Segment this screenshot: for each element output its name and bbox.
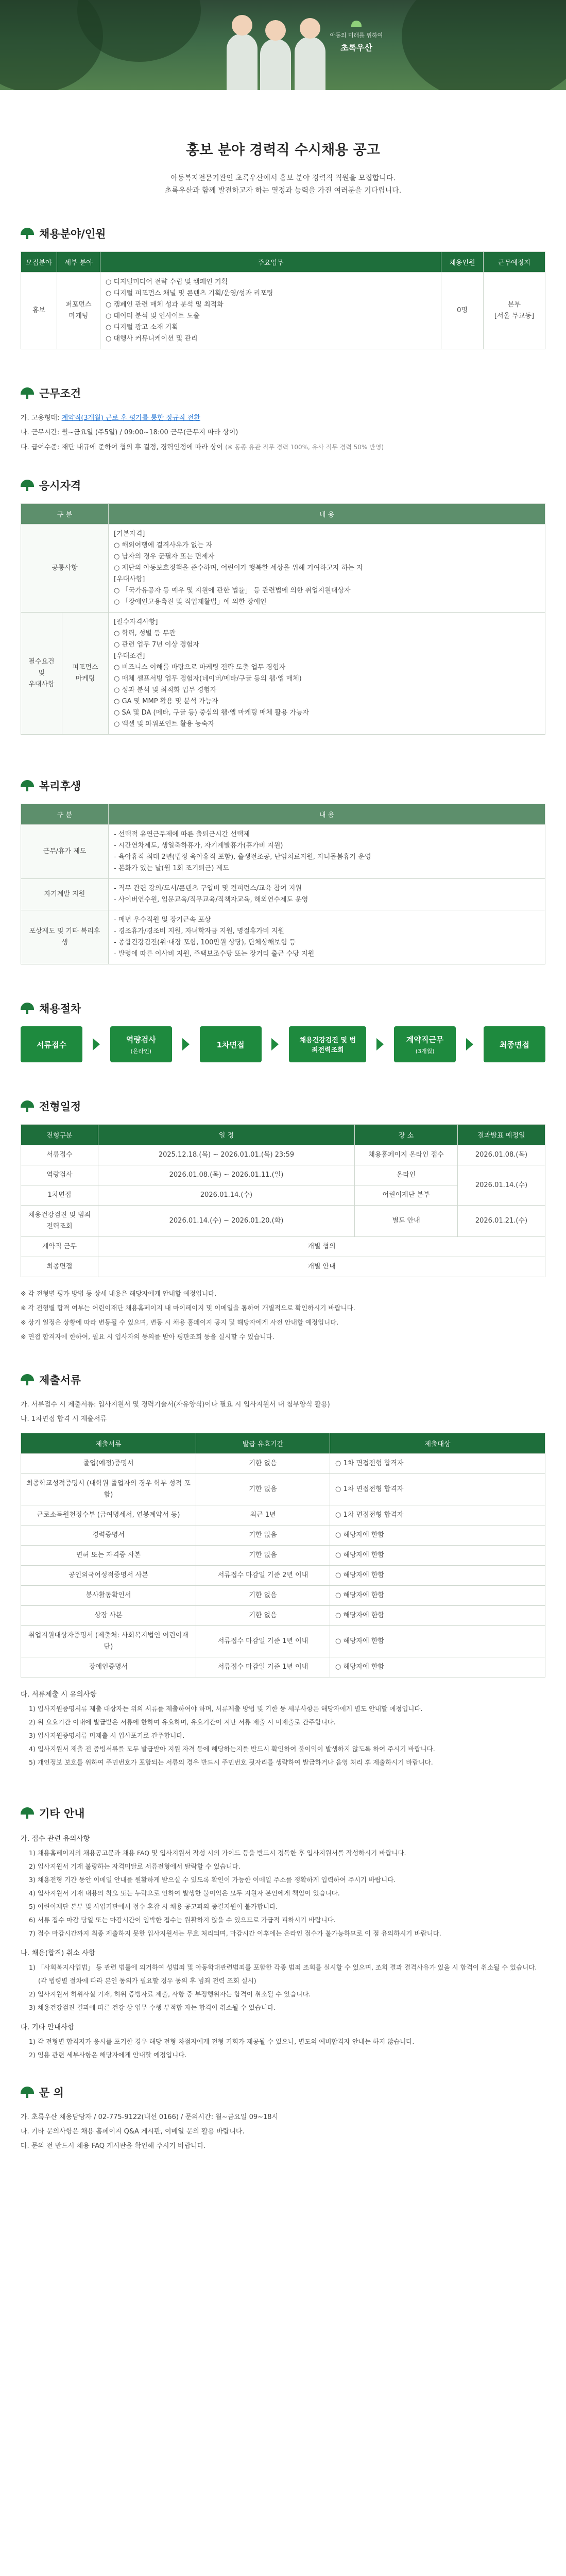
intro-text	[0, 172, 566, 197]
row-label: 자기계발 지원	[21, 879, 109, 910]
task-item: ○ 캠페인 관련 매체 성과 분석 및 최적화	[106, 301, 224, 309]
notes-heading: 다. 기타 안내사항	[21, 2023, 75, 2031]
documents-table	[21, 1433, 545, 1677]
doc-target: ○ 1차 면접전형 합격자	[330, 1474, 545, 1505]
umbrella-icon	[351, 21, 362, 27]
umbrella-icon	[21, 780, 34, 791]
detail-line: 퍼포먼스	[65, 301, 92, 309]
welfare-section	[21, 778, 545, 964]
label-line: 및	[38, 669, 45, 677]
conditions-section	[21, 385, 545, 455]
table-header: 근무예정지	[484, 252, 545, 273]
hero-child-2	[260, 39, 291, 90]
step-label: 최종면접	[499, 1040, 529, 1049]
row-label: 공통사항	[21, 524, 109, 613]
doc-target: ○ 1차 면접전형 합격자	[330, 1505, 545, 1526]
table-header: 내 용	[109, 504, 545, 524]
table-header: 채용인원	[441, 252, 484, 273]
logo-name: 초록우산	[340, 43, 372, 53]
table-row	[21, 1165, 545, 1185]
doc-valid: 기한 없음	[196, 1606, 330, 1626]
section-title: 응시자격	[39, 480, 81, 492]
welfare-item: - 사이버연수원, 입문교육/직무교육/직책자교육, 해외연수제도 운영	[114, 896, 308, 904]
note-line: ※ 상기 일정은 상황에 따라 변동될 수 있으며, 변동 시 채용 홈페이지 공지 및 해당자에게 사전 안내할 예정입니다.	[21, 1318, 339, 1326]
doc-target: ○ 해당자에 한함	[330, 1657, 545, 1677]
note-line: 3) 채용건강검진 결과에 따른 건강 상 업무 수행 부적합 자는 합격이 취소될 수 있습니다.	[29, 2004, 276, 2011]
doc-valid: 기한 없음	[196, 1586, 330, 1606]
note-line: ※ 각 전형별 합격 여부는 어린이재단 채용홈페이지 내 마이페이지 및 이메일을 통하여 개별적으로 확인하시기 바랍니다.	[21, 1304, 355, 1312]
row-sublabel	[62, 613, 109, 735]
welfare-item: - 경조휴가/경조비 지원, 자녀학자금 지원, 명절휴가비 지원	[114, 927, 284, 935]
table-row	[21, 910, 545, 964]
process-step	[110, 1026, 172, 1062]
etc-section	[21, 1805, 545, 2062]
common-qualifications	[109, 524, 545, 613]
welfare-item: - 시간연차제도, 생일축하휴가, 자기계발휴가(휴가비 지원)	[114, 842, 283, 850]
process-step	[200, 1026, 262, 1062]
hero-logo	[320, 21, 392, 53]
table-header: 구 분	[21, 504, 109, 524]
doc-target: ○ 해당자에 한함	[330, 1586, 545, 1606]
section-title: 기타 안내	[39, 1807, 85, 1820]
hero-banner	[0, 0, 566, 90]
table-row	[21, 1237, 545, 1257]
schedule-date: 개별 안내	[98, 1257, 545, 1277]
table-header: 제출대상	[330, 1433, 545, 1454]
note-line: 6) 서류 접수 마감 당일 또는 마감시간이 임박한 접수는 원활하지 않을 수 있으므로 가급적 피하시기 바랍니다.	[29, 1916, 336, 1924]
doc-valid: 서류접수 마감일 기준 1년 이내	[196, 1657, 330, 1677]
note-line: 2) 입사지원서 허위사실 기재, 허위 증빙자료 제출, 사항 중 부정행위자는 합격이 취소될 수 있습니다.	[29, 1990, 311, 1998]
doc-valid: 기한 없음	[196, 1474, 330, 1505]
task-item: ○ 디지털 퍼포먼스 채널 및 콘텐츠 기획/운영/성과 리포팅	[106, 290, 273, 297]
doc-target: ○ 1차 면접전형 합격자	[330, 1454, 545, 1474]
location-line: 본부	[507, 301, 521, 309]
section-title: 채용절차	[39, 1003, 81, 1015]
qualification-section	[21, 478, 545, 735]
doc-name: 상장 사본	[21, 1606, 196, 1626]
process-section	[21, 1001, 545, 1062]
qualification-table	[21, 503, 545, 735]
qual-item: ○ 「국가유공자 등 예우 및 지원에 관한 법률」 등 관련법에 의한 취업지원대상자	[114, 587, 351, 595]
qual-item: ○ 관련 업무 7년 이상 경험자	[114, 641, 199, 649]
note-line: 1) 채용홈페이지의 채용공고문과 채용 FAQ 및 입사지원서 작성 시의 가이드 등을 반드시 정독한 후 입사지원서를 작성하시기 바랍니다.	[29, 1849, 406, 1857]
welfare-item: - 종합건강검진(위·대장 포함, 100만원 상당), 단체상해보험 등	[114, 939, 296, 946]
note-line: 2) 위 요효기간 이내에 발급받은 서류에 한하여 유효하며, 유효기간이 지난 서류 제출 시 미제출로 간주합니다.	[29, 1718, 336, 1726]
qual-item: ○ 엑셀 및 파워포인트 활용 능숙자	[114, 720, 215, 728]
schedule-place: 채용홈페이지 온라인 접수	[355, 1145, 458, 1165]
intro-line: 나. 1차면접 합격 시 제출서류	[21, 1415, 107, 1423]
table-row	[21, 1206, 545, 1237]
table-row	[21, 1505, 545, 1526]
schedule-type: 채용건강검진 및 범죄전력조회	[21, 1206, 98, 1237]
schedule-type: 1차면접	[21, 1185, 98, 1206]
recruit-detail	[57, 273, 100, 349]
schedule-table	[21, 1124, 545, 1277]
schedule-type: 최종면접	[21, 1257, 98, 1277]
note-line: 2) 입사지원서 기재 불량하는 자격미달로 서류전형에서 탈락할 수 있습니다.	[29, 1862, 241, 1870]
label-line: 퍼포먼스	[72, 664, 98, 671]
schedule-place: 온라인	[355, 1165, 458, 1185]
qual-item: ○ 매체 셀프서빙 업무 경험자(네이버/메타/구글 등의 웹·앱 매체)	[114, 675, 302, 683]
table-row	[21, 524, 545, 613]
step-label: 서류접수	[37, 1040, 66, 1049]
qual-item: ○ 비즈니스 이해를 바탕으로 마케팅 전략 도출 업무 경험자	[114, 664, 286, 671]
welfare-items	[109, 825, 545, 879]
documents-intro	[21, 1398, 545, 1427]
note-line: 4) 입사지원서 제출 전 증빙서류를 모두 발급받아 지원 자격 등에 해당하는지를 반드시 확인하여 불이익이 발생하지 않도록 하여 주시기 바랍니다.	[29, 1745, 435, 1753]
label-line: 마케팅	[75, 675, 95, 683]
notes-heading: 가. 접수 관련 유의사항	[21, 1835, 90, 1843]
process-step	[484, 1026, 545, 1062]
row-label: 포상제도 및 기타 복리후생	[21, 910, 109, 964]
condition-line	[21, 426, 545, 440]
table-row	[21, 1626, 545, 1657]
umbrella-icon	[21, 387, 34, 399]
table-row	[21, 273, 545, 349]
process-step	[394, 1026, 456, 1062]
step-label: 계약직근무	[406, 1035, 444, 1044]
recruit-section	[21, 226, 545, 349]
qual-item: ○ 「장애인고용촉진 및 직업재활법」에 의한 장애인	[114, 598, 267, 606]
contact-line: 다. 문의 전 반드시 채용 FAQ 게시판을 확인해 주시기 바랍니다.	[21, 2142, 206, 2150]
table-row	[21, 1566, 545, 1586]
table-header: 장 소	[355, 1125, 458, 1145]
table-header: 전형구분	[21, 1125, 98, 1145]
table-header: 제출서류	[21, 1433, 196, 1454]
table-header: 내 용	[109, 804, 545, 825]
intro-line: 초록우산과 함께 발전하고자 하는 열정과 능력을 가진 여러분을 기다립니다.	[164, 187, 402, 195]
schedule-result: 2026.01.14.(수)	[458, 1165, 545, 1206]
schedule-date: 2026.01.14.(수)	[98, 1185, 355, 1206]
task-item: ○ 데이터 분석 및 인사이트 도출	[106, 312, 200, 320]
condition-text: 나. 근무시간: 월~금요일 (주5일) / 09:00~18:00 근무(근무지 따라 상이)	[21, 429, 238, 436]
doc-name: 근로소득원천징수부 (급여명세서, 연봉계약서 등)	[21, 1505, 196, 1526]
table-row	[21, 613, 545, 735]
welfare-item: - 선택적 유연근무제에 따른 출퇴근시간 선택제	[114, 831, 250, 838]
section-title: 문 의	[39, 2087, 64, 2099]
welfare-table	[21, 804, 545, 964]
schedule-place: 어린이재단 본부	[355, 1185, 458, 1206]
qual-item: ○ 남자의 경우 군필자 또는 면제자	[114, 553, 215, 561]
condition-text: 다. 급여수준: 재단 내규에 준하여 협의 후 결정, 경력인정에 따라 상이	[21, 444, 224, 451]
umbrella-icon	[21, 1003, 34, 1014]
schedule-date: 개별 협의	[98, 1237, 545, 1257]
schedule-result: 2026.01.21.(수)	[458, 1206, 545, 1237]
recruit-table	[21, 251, 545, 349]
table-row	[21, 1526, 545, 1546]
arrow-right-icon	[466, 1038, 473, 1050]
note-line: 5) 개인정보 보호를 위하여 주민번호가 포함되는 서류의 경우 반드시 주민번호 뒷자리를 생략하여 발급하거나 음영 처리 후 제출하시기 바랍니다.	[29, 1758, 433, 1766]
employment-type-link[interactable]: 계약직(3개월) 근로 후 평가를 통한 정규직 전환	[61, 414, 200, 422]
recruit-count: 0명	[441, 273, 484, 349]
detail-line: 마케팅	[68, 312, 89, 320]
schedule-notes	[21, 1286, 545, 1344]
section-title: 채용분야/인원	[39, 228, 106, 240]
label-line: 우대사항	[28, 681, 55, 688]
arrow-right-icon	[182, 1038, 190, 1050]
label-line: 필수요건	[28, 658, 55, 666]
contact-section	[21, 2084, 545, 2154]
qual-item: [필수자격사항]	[114, 618, 158, 626]
intro-line: 아동복지전문기관인 초록우산에서 홍보 분야 경력직 직원을 모집합니다.	[170, 174, 396, 182]
note-line: ※ 각 전형별 평가 방법 등 상세 내용은 해당자에게 안내할 예정입니다.	[21, 1290, 217, 1297]
note-line: 1) 각 전형별 합격자가 응시를 포기한 경우 해당 전형 차점자에게 전형 기회가 제공될 수 있으나, 별도의 예비합격자 안내는 하지 않습니다.	[29, 2038, 415, 2045]
note-line: 1) 「사회복지사업법」 등 관련 법률에 의거하여 성범죄 및 아동학대관련범죄를 포함한 각종 범죄 조회를 실시할 수 있으며, 조회 결과 결격사유가 있을 시 합격이 취소될 수 있습니다.	[29, 1963, 537, 1971]
process-steps	[21, 1026, 545, 1062]
documents-section	[21, 1372, 545, 1769]
arrow-right-icon	[376, 1038, 384, 1050]
doc-valid: 서류접수 마감일 기준 1년 이내	[196, 1626, 330, 1657]
umbrella-icon	[21, 1100, 34, 1112]
recruit-field: 홍보	[21, 273, 57, 349]
note-line: 1) 입사지원증명서류 제출 대상자는 위의 서류를 제출하여야 하며, 서류제출 방법 및 기한 등 세부사항은 해당자에게 별도 안내할 예정입니다.	[29, 1705, 423, 1713]
section-title: 근무조건	[39, 387, 81, 400]
note-line: 3) 입사지원증명서류 미제출 시 입사포기로 간주합니다.	[29, 1732, 185, 1739]
doc-target: ○ 해당자에 한함	[330, 1566, 545, 1586]
table-row	[21, 1454, 545, 1474]
qual-item: [기본자격]	[114, 530, 145, 538]
table-row	[21, 879, 545, 910]
schedule-place: 별도 안내	[355, 1206, 458, 1237]
doc-valid: 기한 없음	[196, 1454, 330, 1474]
task-item: ○ 디지털 광고 소재 기획	[106, 324, 178, 331]
notes-heading: 다. 서류제출 시 유의사항	[21, 1690, 97, 1699]
step-sub: (온라인)	[130, 1047, 152, 1055]
qual-item: ○ 해외여행에 결격사유가 없는 자	[114, 541, 213, 549]
note-line: 2) 임용 관련 세부사항은 해당자에게 안내할 예정입니다.	[29, 2051, 187, 2059]
doc-name: 경력증명서	[21, 1526, 196, 1546]
table-row	[21, 1586, 545, 1606]
welfare-item: - 본화가 있는 날(월 1회 조기퇴근) 제도	[114, 865, 229, 872]
welfare-item: - 직무 관련 강의/도서/콘텐츠 구입비 및 컨퍼런스/교육 참여 지원	[114, 885, 302, 892]
condition-note: (※ 동종 유관 직무 경력 100%, 유사 직무 경력 50% 반영)	[225, 444, 384, 451]
schedule-section	[21, 1098, 545, 1344]
doc-valid: 기한 없음	[196, 1546, 330, 1566]
table-header: 결과발표 예정일	[458, 1125, 545, 1145]
section-title: 복리후생	[39, 780, 81, 792]
doc-target: ○ 해당자에 한함	[330, 1546, 545, 1566]
step-label: 채용건강검진 및 범죄전력조회	[299, 1037, 356, 1054]
welfare-items	[109, 879, 545, 910]
condition-line	[21, 411, 545, 426]
contact-line: 나. 기타 문의사항은 채용 홈페이지 Q&A 게시판, 이메일 문의 활용 바랍니다.	[21, 2128, 245, 2136]
task-item: ○ 대행사 커뮤니케이션 및 관리	[106, 335, 198, 343]
table-row	[21, 1546, 545, 1566]
location-line: [서울 무교동]	[494, 312, 535, 320]
schedule-result: 2026.01.08.(목)	[458, 1145, 545, 1165]
arrow-right-icon	[271, 1038, 279, 1050]
hero-child-1	[227, 33, 258, 90]
row-label: 근무/휴가 제도	[21, 825, 109, 879]
umbrella-icon	[21, 2087, 34, 2098]
note-line: (각 법령별 절차에 따라 본인 동의가 필요할 경우 동의 후 범죄 전력 조회 실시)	[38, 1977, 256, 1985]
row-label	[21, 613, 62, 735]
step-label: 1차면접	[216, 1040, 245, 1049]
notes-heading: 나. 채용(합격) 취소 사항	[21, 1949, 96, 1957]
note-line: 5) 어린이재단 본부 및 사업기관에서 접수 혼잡 시 채용 공고파의 종결지원이 불가합니다.	[29, 1903, 278, 1910]
umbrella-icon	[21, 1374, 34, 1385]
schedule-date: 2026.01.08.(목) ~ 2026.01.11.(일)	[98, 1165, 355, 1185]
doc-name: 장애인증명서	[21, 1657, 196, 1677]
doc-target: ○ 해당자에 한함	[330, 1526, 545, 1546]
recruit-tasks	[100, 273, 441, 349]
qual-item: ○ SA 및 DA (메타, 구글 등) 중심의 웹·앱 마케팅 매체 활용 가능자	[114, 709, 310, 717]
welfare-item: - 매년 우수직원 및 장기근속 포상	[114, 916, 211, 924]
qual-item: ○ 성과 분석 및 최적화 업무 경험자	[114, 686, 217, 694]
process-step	[21, 1026, 82, 1062]
doc-name: 최종학교성적증명서 (대학원 졸업자의 경우 학부 성적 포함)	[21, 1474, 196, 1505]
table-header: 발급 유효기간	[196, 1433, 330, 1454]
table-row	[21, 1606, 545, 1626]
table-header: 주요업무	[100, 252, 441, 273]
welfare-item: - 발령에 따른 이사비 지원, 주택보조수당 또는 장거리 출근 수당 지원	[114, 950, 315, 958]
recruit-location	[484, 273, 545, 349]
schedule-type: 계약직 근무	[21, 1237, 98, 1257]
doc-target: ○ 해당자에 한함	[330, 1626, 545, 1657]
qual-item: ○ GA 및 MMP 활용 및 분석 가능자	[114, 698, 218, 705]
doc-valid: 최근 1년	[196, 1505, 330, 1526]
step-label: 역량검사	[126, 1035, 156, 1044]
required-qualifications	[109, 613, 545, 735]
logo-tagline: 아동의 미래를 위하여	[330, 32, 383, 39]
doc-name: 면허 또는 자격증 사본	[21, 1546, 196, 1566]
doc-valid: 서류접수 마감일 기준 2년 이내	[196, 1566, 330, 1586]
page-title: 홍보 분야 경력직 수시채용 공고	[186, 142, 380, 158]
qual-item: [우대조건]	[114, 652, 145, 660]
table-row	[21, 1474, 545, 1505]
step-sub: (3개월)	[415, 1047, 435, 1055]
umbrella-icon	[21, 480, 34, 491]
table-header: 모집분야	[21, 252, 57, 273]
contact-line: 가. 초록우산 채용담당자 / 02-775-9122(내선 0166) / 문의시간: 월~금요일 09~18시	[21, 2113, 279, 2121]
qual-item: ○ 재단의 아동보호정책을 준수하며, 어린이가 행복한 세상을 위해 기여하고자 하는 자	[114, 564, 363, 572]
table-row	[21, 825, 545, 879]
table-row	[21, 1657, 545, 1677]
table-row	[21, 1145, 545, 1165]
note-line: ※ 면접 합격자에 한하여, 필요 시 입사자의 동의를 받아 평판조회 등을 실시할 수 있습니다.	[21, 1333, 275, 1341]
arrow-right-icon	[93, 1038, 100, 1050]
condition-line	[21, 440, 545, 455]
intro-line: 가. 서류접수 시 제출서류: 입사지원서 및 경력기술서(자유양식)이나 필요 시 입사지원서 내 첨부양식 활용)	[21, 1401, 330, 1409]
doc-valid: 기한 없음	[196, 1526, 330, 1546]
doc-name: 봉사활동확인서	[21, 1586, 196, 1606]
process-step	[289, 1026, 366, 1062]
table-header: 구 분	[21, 804, 109, 825]
table-row	[21, 1257, 545, 1277]
umbrella-icon	[21, 228, 34, 239]
note-line: 3) 채용전형 기간 동안 이메일 안내를 원활하게 받으실 수 있도록 확인이 가능한 이메일 주소를 정확하게 입력하여 주시기 바랍니다.	[29, 1876, 396, 1884]
table-header: 일 정	[98, 1125, 355, 1145]
note-line: 7) 접수 마감시간까지 최종 제출하지 못한 입사지원서는 무효 처리되며, 마감시간 이후에는 온라인 접수가 불가능하므로 이 점 유의하시기 바랍니다.	[29, 1929, 441, 1937]
condition-text: 가. 고용형태:	[21, 414, 62, 422]
schedule-date: 2026.01.14.(수) ~ 2026.01.20.(화)	[98, 1206, 355, 1237]
table-header: 세부 분야	[57, 252, 100, 273]
umbrella-icon	[21, 1807, 34, 1819]
welfare-item: - 육아휴직 최대 2년(법정 육아휴직 포함), 출생전조공, 난임치료지원, 자녀돌봄휴가 운영	[114, 853, 371, 861]
schedule-date: 2025.12.18.(목) ~ 2026.01.01.(목) 23:59	[98, 1145, 355, 1165]
schedule-type: 역량검사	[21, 1165, 98, 1185]
doc-name: 취업지원대상자증명서 (제출처: 사회복지법인 어린이재단)	[21, 1626, 196, 1657]
qual-item: [우대사항]	[114, 575, 145, 583]
section-title: 전형일정	[39, 1100, 81, 1113]
qual-item: ○ 학력, 성별 등 무관	[114, 630, 176, 637]
section-title: 제출서류	[39, 1374, 81, 1386]
doc-name: 공인외국어성적증명서 사본	[21, 1566, 196, 1586]
note-line: 4) 입사지원서 기재 내용의 착오 또는 누락으로 인하여 발생한 불이익은 모두 지원자 본인에게 책임이 있습니다.	[29, 1889, 340, 1897]
task-item: ○ 디지털미디어 전략 수립 및 캠페인 기획	[106, 278, 228, 286]
doc-target: ○ 해당자에 한함	[330, 1606, 545, 1626]
welfare-items	[109, 910, 545, 964]
doc-name: 졸업(예정)증명서	[21, 1454, 196, 1474]
schedule-type: 서류접수	[21, 1145, 98, 1165]
